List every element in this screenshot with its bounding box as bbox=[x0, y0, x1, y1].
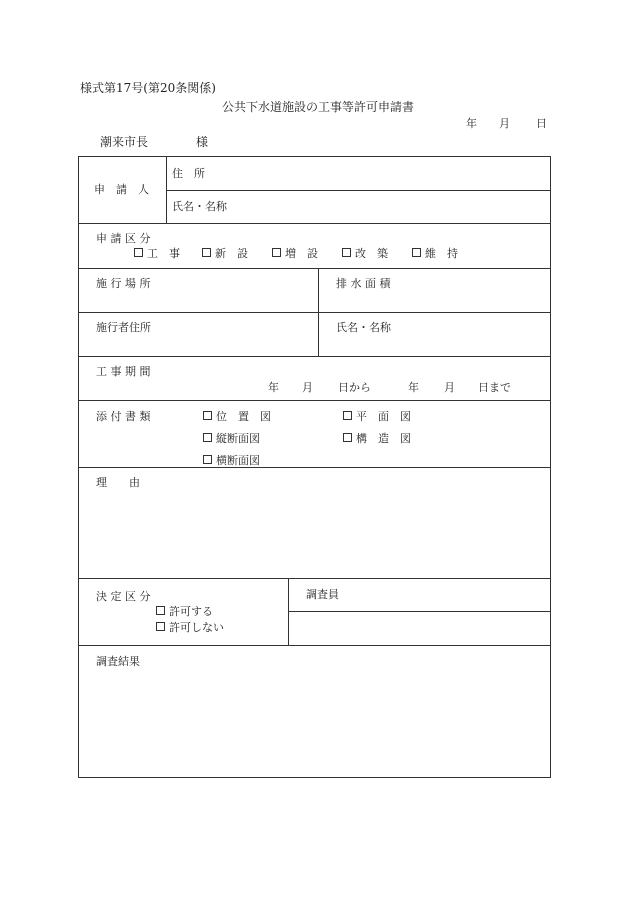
decision-option-deny[interactable]: 許可しない bbox=[156, 622, 224, 633]
date-month-label: 月 bbox=[499, 117, 510, 130]
type-option-renovation[interactable]: 改 築 bbox=[342, 248, 388, 259]
checkbox[interactable] bbox=[156, 622, 165, 631]
period-to-day: 日まで bbox=[478, 381, 511, 394]
checkbox[interactable] bbox=[272, 248, 281, 257]
checkbox[interactable] bbox=[343, 411, 352, 420]
checkbox[interactable] bbox=[203, 411, 212, 420]
checkbox[interactable] bbox=[203, 433, 212, 442]
type-option-new[interactable]: 新 設 bbox=[202, 248, 248, 259]
checkbox[interactable] bbox=[203, 455, 212, 464]
application-form-table bbox=[78, 156, 551, 778]
contractor-name-label: 氏名・名称 bbox=[336, 321, 391, 334]
reason-label: 理 由 bbox=[96, 476, 140, 489]
applicant-label: 申 請 人 bbox=[94, 183, 149, 196]
drainage-area-label: 排 水 面 積 bbox=[336, 277, 391, 290]
honorific: 様 bbox=[196, 135, 209, 149]
form-number: 様式第17号(第20条関係) bbox=[80, 81, 216, 95]
period-from-day: 日から bbox=[338, 381, 371, 394]
contractor-address-label: 施行者住所 bbox=[96, 321, 151, 334]
attachments-label: 添 付 書 類 bbox=[96, 410, 151, 423]
checkbox[interactable] bbox=[412, 248, 421, 257]
result-label: 調査結果 bbox=[96, 655, 140, 668]
checkbox[interactable] bbox=[342, 248, 351, 257]
attachment-structure-drawing[interactable]: 構 造 図 bbox=[343, 433, 411, 444]
attachment-longitudinal-section[interactable]: 縦断面図 bbox=[203, 433, 260, 444]
form-title: 公共下水道施設の工事等許可申請書 bbox=[222, 100, 415, 114]
date-day-label: 日 bbox=[536, 117, 547, 130]
attachment-location-map[interactable]: 位 置 図 bbox=[203, 411, 271, 422]
checkbox[interactable] bbox=[134, 248, 143, 257]
type-option-maintenance[interactable]: 維 持 bbox=[412, 248, 458, 259]
site-location-label: 施 行 場 所 bbox=[96, 277, 151, 290]
attachment-cross-section[interactable]: 横断面図 bbox=[203, 455, 260, 466]
inspector-label: 調査員 bbox=[306, 588, 339, 601]
decision-label: 決 定 区 分 bbox=[96, 590, 151, 603]
checkbox[interactable] bbox=[156, 606, 165, 615]
period-to-year: 年 bbox=[408, 381, 419, 394]
applicant-name-label: 氏名・名称 bbox=[172, 200, 227, 213]
decision-option-approve[interactable]: 許可する bbox=[156, 606, 213, 617]
date-year-label: 年 bbox=[466, 117, 477, 130]
type-option-expansion[interactable]: 増 設 bbox=[272, 248, 318, 259]
type-option-construction[interactable]: 工 事 bbox=[134, 248, 180, 259]
checkbox[interactable] bbox=[202, 248, 211, 257]
attachment-plan-view[interactable]: 平 面 図 bbox=[343, 411, 411, 422]
checkbox[interactable] bbox=[343, 433, 352, 442]
addressee: 潮来市長 bbox=[100, 135, 149, 149]
period-from-year: 年 bbox=[268, 381, 279, 394]
period-to-month: 月 bbox=[444, 381, 455, 394]
application-type-label: 申 請 区 分 bbox=[96, 232, 151, 245]
period-from-month: 月 bbox=[302, 381, 313, 394]
period-label: 工 事 期 間 bbox=[96, 365, 151, 378]
applicant-address-label: 住 所 bbox=[172, 167, 205, 180]
